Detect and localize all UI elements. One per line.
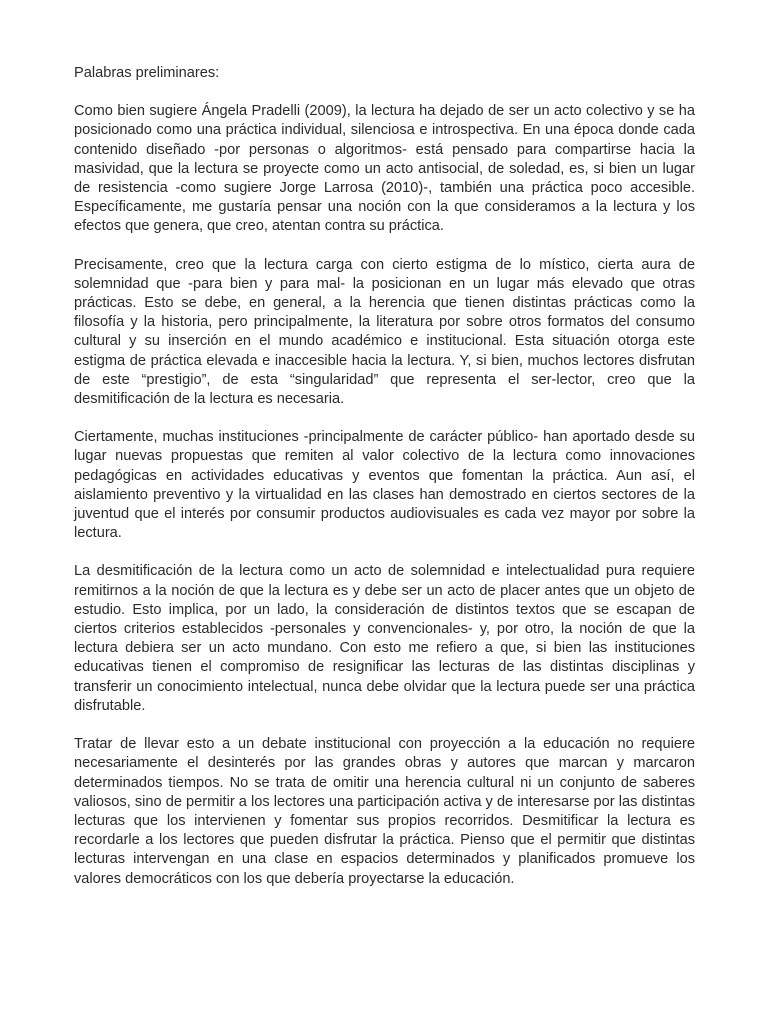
paragraph-1: Como bien sugiere Ángela Pradelli (2009), la lectura ha dejado de ser un acto colectivo y se ha posicionado como una práctica individual, silenciosa e introspectiva. En una época donde cada contenido diseñado -por personas o algoritmos- está pensado para compartirse hacia la masividad, que la lectura se proyecte como un acto antisocial, de soledad, es, si bien un lugar de resistencia -como sugiere Jorge Larrosa (2010)-, también una práctica poco accesible. Específicamente, me gustaría pensar una noción con la que consideramos a la lectura y los efectos que genera, que creo, atentan contra su práctica. [74,103,695,235]
paragraph-2: Precisamente, creo que la lectura carga con cierto estigma de lo místico, cierta aura de solemnidad que -para bien y para mal- la posicionan en un lugar más elevado que otras prácticas. Esto se debe, en general, a la herencia que tienen distintas prácticas como la filosofía y la historia, pero principalmente, la literatura por sobre otros formatos del consumo cultural y su inserción en el mundo académico e institucional. Esta situación otorga este estigma de práctica elevada e inaccesible hacia la lectura. Y, si bien, muchos lectores disfrutan de este “prestigio”, de esta “singularidad” que representa el ser-lector, creo que la desmitificación de la lectura es necesaria. [74,256,695,408]
document-heading: Palabras preliminares: [74,65,220,81]
document-page [74,64,695,908]
paragraph-3: Ciertamente, muchas instituciones -principalmente de carácter público- han aportado desde su lugar nuevas propuestas que remiten al valor colectivo de la lectura como innovaciones pedagógicas en actividades educativas y eventos que fomentan la práctica. Aun así, el aislamiento preventivo y la virtualidad en las clases han demostrado en ciertos sectores de la juventud que el interés por consumir productos audiovisuales es cada vez mayor por sobre la lectura. [74,429,695,542]
paragraph-5: Tratar de llevar esto a un debate institucional con proyección a la educación no requiere necesariamente el desinterés por las grandes obras y autores que marcan y marcaron determinados tiempos. No se trata de omitir una herencia cultural ni un conjunto de saberes valiosos, sino de permitir a los lectores una participación activa y de interesarse por las distintas lecturas que los intervienen y fomentar sus propios recorridos. Desmitificar la lectura es recordarle a los lectores que pueden disfrutar la práctica. Pienso que el permitir que distintas lecturas intervengan en una clase en espacios determinados y planificados promueve los valores democráticos con los que debería proyectarse la educación. [74,736,695,887]
paragraph-4: La desmitificación de la lectura como un acto de solemnidad e intelectualidad pura requiere remitirnos a la noción de que la lectura es y debe ser un acto de placer antes que un objeto de estudio. Esto implica, por un lado, la consideración de distintos textos que se escapan de ciertos criterios establecidos -personales y convencionales- y, por otro, la noción de que la lectura debiera ser un acto mundano. Con esto me refiero a que, si bien las instituciones educativas tienen el compromiso de resignificar las lecturas de las distintas disciplinas y transferir un conocimiento intelectual, nunca debe olvidar que la lectura puede ser una práctica disfrutable. [74,563,695,714]
